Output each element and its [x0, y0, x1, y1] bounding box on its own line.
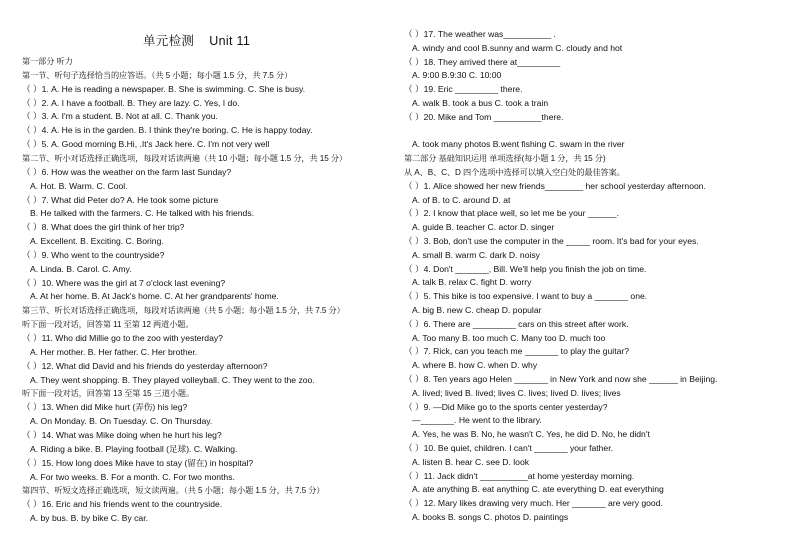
answer-options: A. where B. how C. when D. why [412, 360, 538, 371]
section-heading: 听下面一段对话，回答第 13 至第 15 三道小题。 [22, 389, 195, 399]
answer-options: A. small B. warm C. dark D. noisy [412, 249, 540, 260]
section-heading: 第三节、听长对话选择正确选项，每段对话读两遍（共 5 小题；每小题 1.5 分，共 7.5 分） [22, 306, 345, 316]
answer-options: A. took many photos B.went fishing C. swam in the river [412, 139, 625, 150]
answer-options: A. talk B. relax C. fight D. worry [412, 277, 532, 288]
answer-options: A. ate anything B. eat anything C. ate everything D. eat everything [412, 484, 664, 495]
question-line: （ ）15. How long does Mike have to stay (留在) in hospital? [22, 457, 254, 468]
question-line: （ ）7. What did Peter do? A. He took some picture [22, 194, 219, 205]
question-line: （ ）1. Alice showed her new friends________ her school yesterday afternoon. [404, 180, 706, 191]
answer-options: A. At her home. B. At Jack's home. C. At her grandparents' home. [30, 291, 279, 302]
question-line: （ ）10. Where was the girl at 7 o'clock last evening? [22, 277, 226, 288]
answer-options: A. of B. to C. around D. at [412, 194, 511, 205]
question-line: （ ）5. This bike is too expensive. I want to buy a _______ one. [404, 291, 648, 302]
question-line: （ ）3. A. I'm a student. B. Not at all. C. Thank you. [22, 111, 218, 122]
answer-options: A. windy and cool B.sunny and warm C. cloudy and hot [412, 42, 623, 53]
exam-title [143, 31, 250, 49]
answer-options: A. guide B. teacher C. actor D. singer [412, 222, 555, 233]
answer-options: A. 9:00 B.9:30 C. 10:00 [412, 70, 502, 81]
answer-options: A. For two weeks. B. For a month. C. For two months. [30, 471, 235, 482]
section-heading: 第一部分 听力 [22, 57, 73, 66]
question-line: （ ）4. A. He is in the garden. B. I think they're boring. C. He is happy today. [22, 125, 313, 136]
question-line: （ ）10. Be quiet, children. I can't _______ your father. [404, 443, 613, 453]
answer-options: A. Riding a bike. B. Playing football (足球). C. Walking. [30, 443, 238, 454]
title-unit: Unit 11 [209, 34, 251, 48]
question-line: （ ）17. The weather was__________ . [404, 29, 556, 39]
answer-options: A. Yes, he was B. No, he wasn't C. Yes, he did D. No, he didn't [412, 429, 650, 440]
question-line: （ ）4. Don't _______, Bill. We'll help you finish the job on time. [404, 263, 647, 274]
question-line: （ ）5. A. Good morning B.Hi, .It's Jack here. C. I'm not very well [22, 139, 270, 150]
section-heading: 听下面一段对话，回答第 11 至第 12 两道小题。 [22, 320, 194, 330]
question-line: （ ）7. Rick, can you teach me _______ to play the guitar? [404, 346, 629, 357]
question-line: （ ）6. How was the weather on the farm last Sunday? [22, 166, 232, 177]
section-heading: 第四节、听短文选择正确选项，短文读两遍。（共 5 小题；每小题 1.5 分，共 7.5 分） [22, 486, 325, 496]
question-line: （ ）2. A. I have a football. B. They are lazy. C. Yes, I do. [22, 97, 240, 108]
question-line: （ ）3. Bob, don't use the computer in the _____ room. It's bad for your eyes. [404, 236, 699, 246]
answer-options: A. Hot. B. Warm. C. Cool. [30, 180, 128, 191]
title-chinese: 单元检测 [143, 34, 195, 48]
question-line: （ ）20. Mike and Tom __________there. [404, 111, 564, 122]
question-line: （ ）9. —Did Mike go to the sports center yesterday? [404, 401, 608, 412]
question-line: （ ）14. What was Mike doing when he hurt his leg? [22, 429, 222, 440]
question-line: （ ）12. Mary likes drawing very much. Her _______ are very good. [404, 498, 663, 509]
question-line: （ ）12. What did David and his friends do yesterday afternoon? [22, 360, 268, 371]
answer-options: A. They went shopping. B. They played volleyball. C. They went to the zoo. [30, 374, 315, 385]
section-heading: 从 A、B、C、D 四个选项中选择可以填入空白处的最佳答案。 [404, 168, 625, 177]
answer-options: A. Her mother. B. Her father. C. Her brother. [30, 346, 198, 357]
answer-options: B. He talked with the farmers. C. He talked with his friends. [30, 208, 255, 219]
question-line: （ ）11. Who did Millie go to the zoo with yesterday? [22, 333, 223, 343]
answer-options: A. Excellent. B. Exciting. C. Boring. [30, 236, 164, 247]
answer-options: A. Linda. B. Carol. C. Amy. [30, 263, 132, 274]
question-line: （ ）13. When did Mike hurt (弄伤) his leg? [22, 402, 188, 413]
answer-options: —_______. He went to the library. [412, 415, 542, 426]
section-heading: 第一节、听句子选择恰当的应答语。（共 5 小题；每小题 1.5 分，共 7.5 分） [22, 70, 293, 80]
question-line: （ ）11. Jack didn't __________at home yesterday morning. [404, 470, 635, 481]
answer-options: A. by bus. B. by bike C. By car. [30, 513, 148, 524]
answer-options: A. lived; lived B. lived; lives C. lives; lived D. lives; lives [412, 387, 621, 398]
answer-options: A. big B. new C. cheap D. popular [412, 305, 542, 315]
question-line: （ ）6. There are _________ cars on this street after work. [404, 318, 629, 329]
answer-options: A. walk B. took a bus C. took a train [412, 98, 549, 108]
answer-options: A. On Monday. B. On Tuesday. C. On Thursday. [30, 416, 213, 427]
answer-options: A. books B. songs C. photos D. paintings [412, 512, 569, 522]
question-line: （ ）9. Who went to the countryside? [22, 249, 165, 260]
question-line: （ ）8. Ten years ago Helen _______ in New York and now she ______ in Beijing. [404, 374, 718, 384]
question-line: （ ）18. They arrived there at_________ [404, 56, 561, 67]
question-line: （ ）2. I know that place well, so let me be your ______. [404, 208, 619, 219]
section-heading: 第二部分 基础知识运用 单项选择(每小题 1 分，共 15 分) [404, 154, 606, 164]
answer-options: A. listen B. hear C. see D. look [412, 456, 530, 467]
answer-options: A. Too many B. too much C. Many too D. much too [412, 332, 606, 343]
question-line: （ ）1. A. He is reading a newspaper. B. She is swimming. C. She is busy. [22, 83, 306, 94]
question-line: （ ）19. Eric _________ there. [404, 84, 523, 95]
question-line: （ ）8. What does the girl think of her trip? [22, 222, 185, 233]
section-heading: 第二节、听小对话选择正确选项，每段对话读两遍（共 10 小题；每小题 1.5 分，共 15 分） [22, 153, 348, 163]
question-line: （ ）16. Eric and his friends went to the countryside. [22, 499, 223, 510]
